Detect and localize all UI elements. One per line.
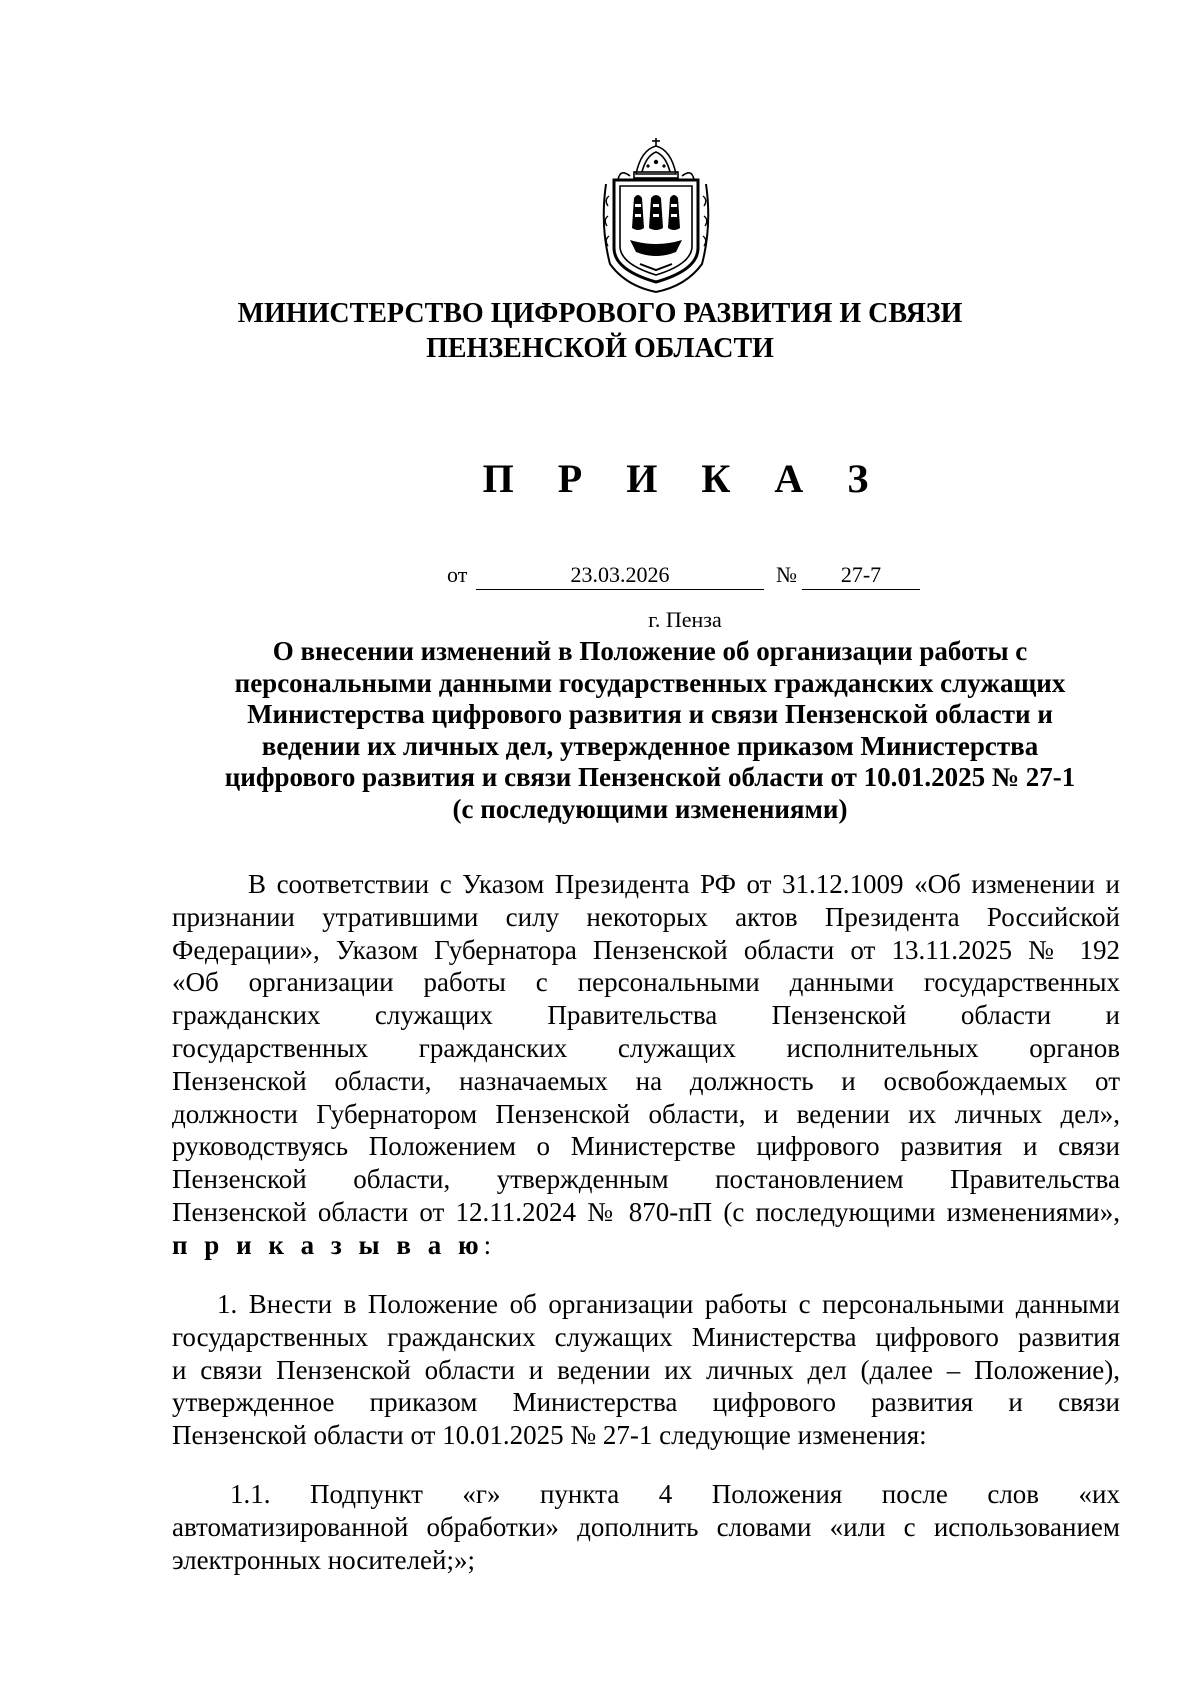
ministry-line-2: ПЕНЗЕНСКОЙ ОБЛАСТИ	[426, 333, 774, 364]
preamble-line: Федерации», Указом Губернатора Пензенской области от 13.11.2025 № 192	[172, 934, 1120, 965]
item-1-line: и связи Пензенской области и ведении их личных дел (далее – Положение),	[172, 1354, 1120, 1385]
preamble-line: признании утратившими силу некоторых актов Президента Российской	[172, 901, 1120, 932]
item-1-1-line: электронных носителей;»;	[172, 1544, 475, 1575]
order-colon: :	[483, 1229, 492, 1260]
order-word-line	[172, 1229, 1120, 1262]
subject-line: ведении их личных дел, утвержденное приказом Министерства	[261, 730, 1039, 761]
item-1-line: утвержденное приказом Министерства цифрового развития и связи	[172, 1387, 1120, 1418]
city: г. Пенза	[648, 607, 722, 632]
document-type-title: П Р И К А З	[482, 456, 886, 501]
item-1-line: Пензенской области от 10.01.2025 № 27-1 следующие изменения:	[172, 1420, 927, 1451]
preamble-line: «Об организации работы с персональными данными государственных	[172, 967, 1120, 998]
preamble-line: гражданских служащих Правительства Пензенской области и	[172, 1000, 1120, 1031]
subject-line: О внесении изменений в Положение об организации работы с	[272, 636, 1028, 666]
preamble-paragraph	[172, 868, 1120, 1262]
subject-line: персональными данными государственных гражданских служащих	[234, 667, 1066, 698]
order-subject	[175, 636, 1125, 825]
item-1-paragraph	[172, 1288, 1120, 1452]
preamble-line: государственных гражданских служащих исполнительных органов	[172, 1032, 1120, 1063]
number-label: №	[776, 562, 797, 587]
preamble-line: должности Губернатором Пензенской области, и ведении их личных дел»,	[172, 1098, 1120, 1129]
ministry-line-1: МИНИСТЕРСТВО ЦИФРОВОГО РАЗВИТИЯ И СВЯЗИ	[237, 298, 963, 329]
item-1-line: государственных гражданских служащих Министерства цифрового развития	[172, 1321, 1120, 1352]
item-1-line: 1. Внести в Положение об организации работы с персональными данными	[217, 1289, 1120, 1319]
preamble-line: руководствуясь Положением о Министерстве цифрового развития и связи	[172, 1131, 1120, 1162]
item-1-1-line: 1.1. Подпункт «г» пункта 4 Положения после слов «их	[230, 1479, 1120, 1509]
item-1-1-line: автоматизированной обработки» дополнить словами «или с использованием	[172, 1511, 1120, 1542]
date-label: от	[447, 562, 468, 587]
preamble-line: В соответствии с Указом Президента РФ от 31.12.1009 «Об изменении и	[248, 869, 1120, 899]
order-word: п р и к а з ы в а ю	[172, 1229, 484, 1260]
preamble-line: Пензенской области от 12.11.2024 № 870-пП (с последующими изменениями»,	[172, 1196, 1120, 1227]
item-1-1-paragraph	[172, 1478, 1120, 1576]
ministry-name	[200, 296, 1000, 366]
number-value: 27-7	[802, 562, 920, 590]
coat-of-arms-icon	[596, 136, 716, 296]
subject-line: цифрового развития и связи Пензенской области от 10.01.2025 № 27-1	[224, 762, 1076, 792]
subject-line: Министерства цифрового развития и связи Пензенской области и	[247, 699, 1053, 729]
preamble-line: Пензенской области, утвержденным постановлением Правительства	[172, 1164, 1120, 1195]
subject-line: (с последующими изменениями)	[452, 793, 848, 824]
preamble-line: Пензенской области, назначаемых на должность и освобождаемых от	[172, 1065, 1120, 1096]
date-value: 23.03.2026	[476, 562, 764, 590]
